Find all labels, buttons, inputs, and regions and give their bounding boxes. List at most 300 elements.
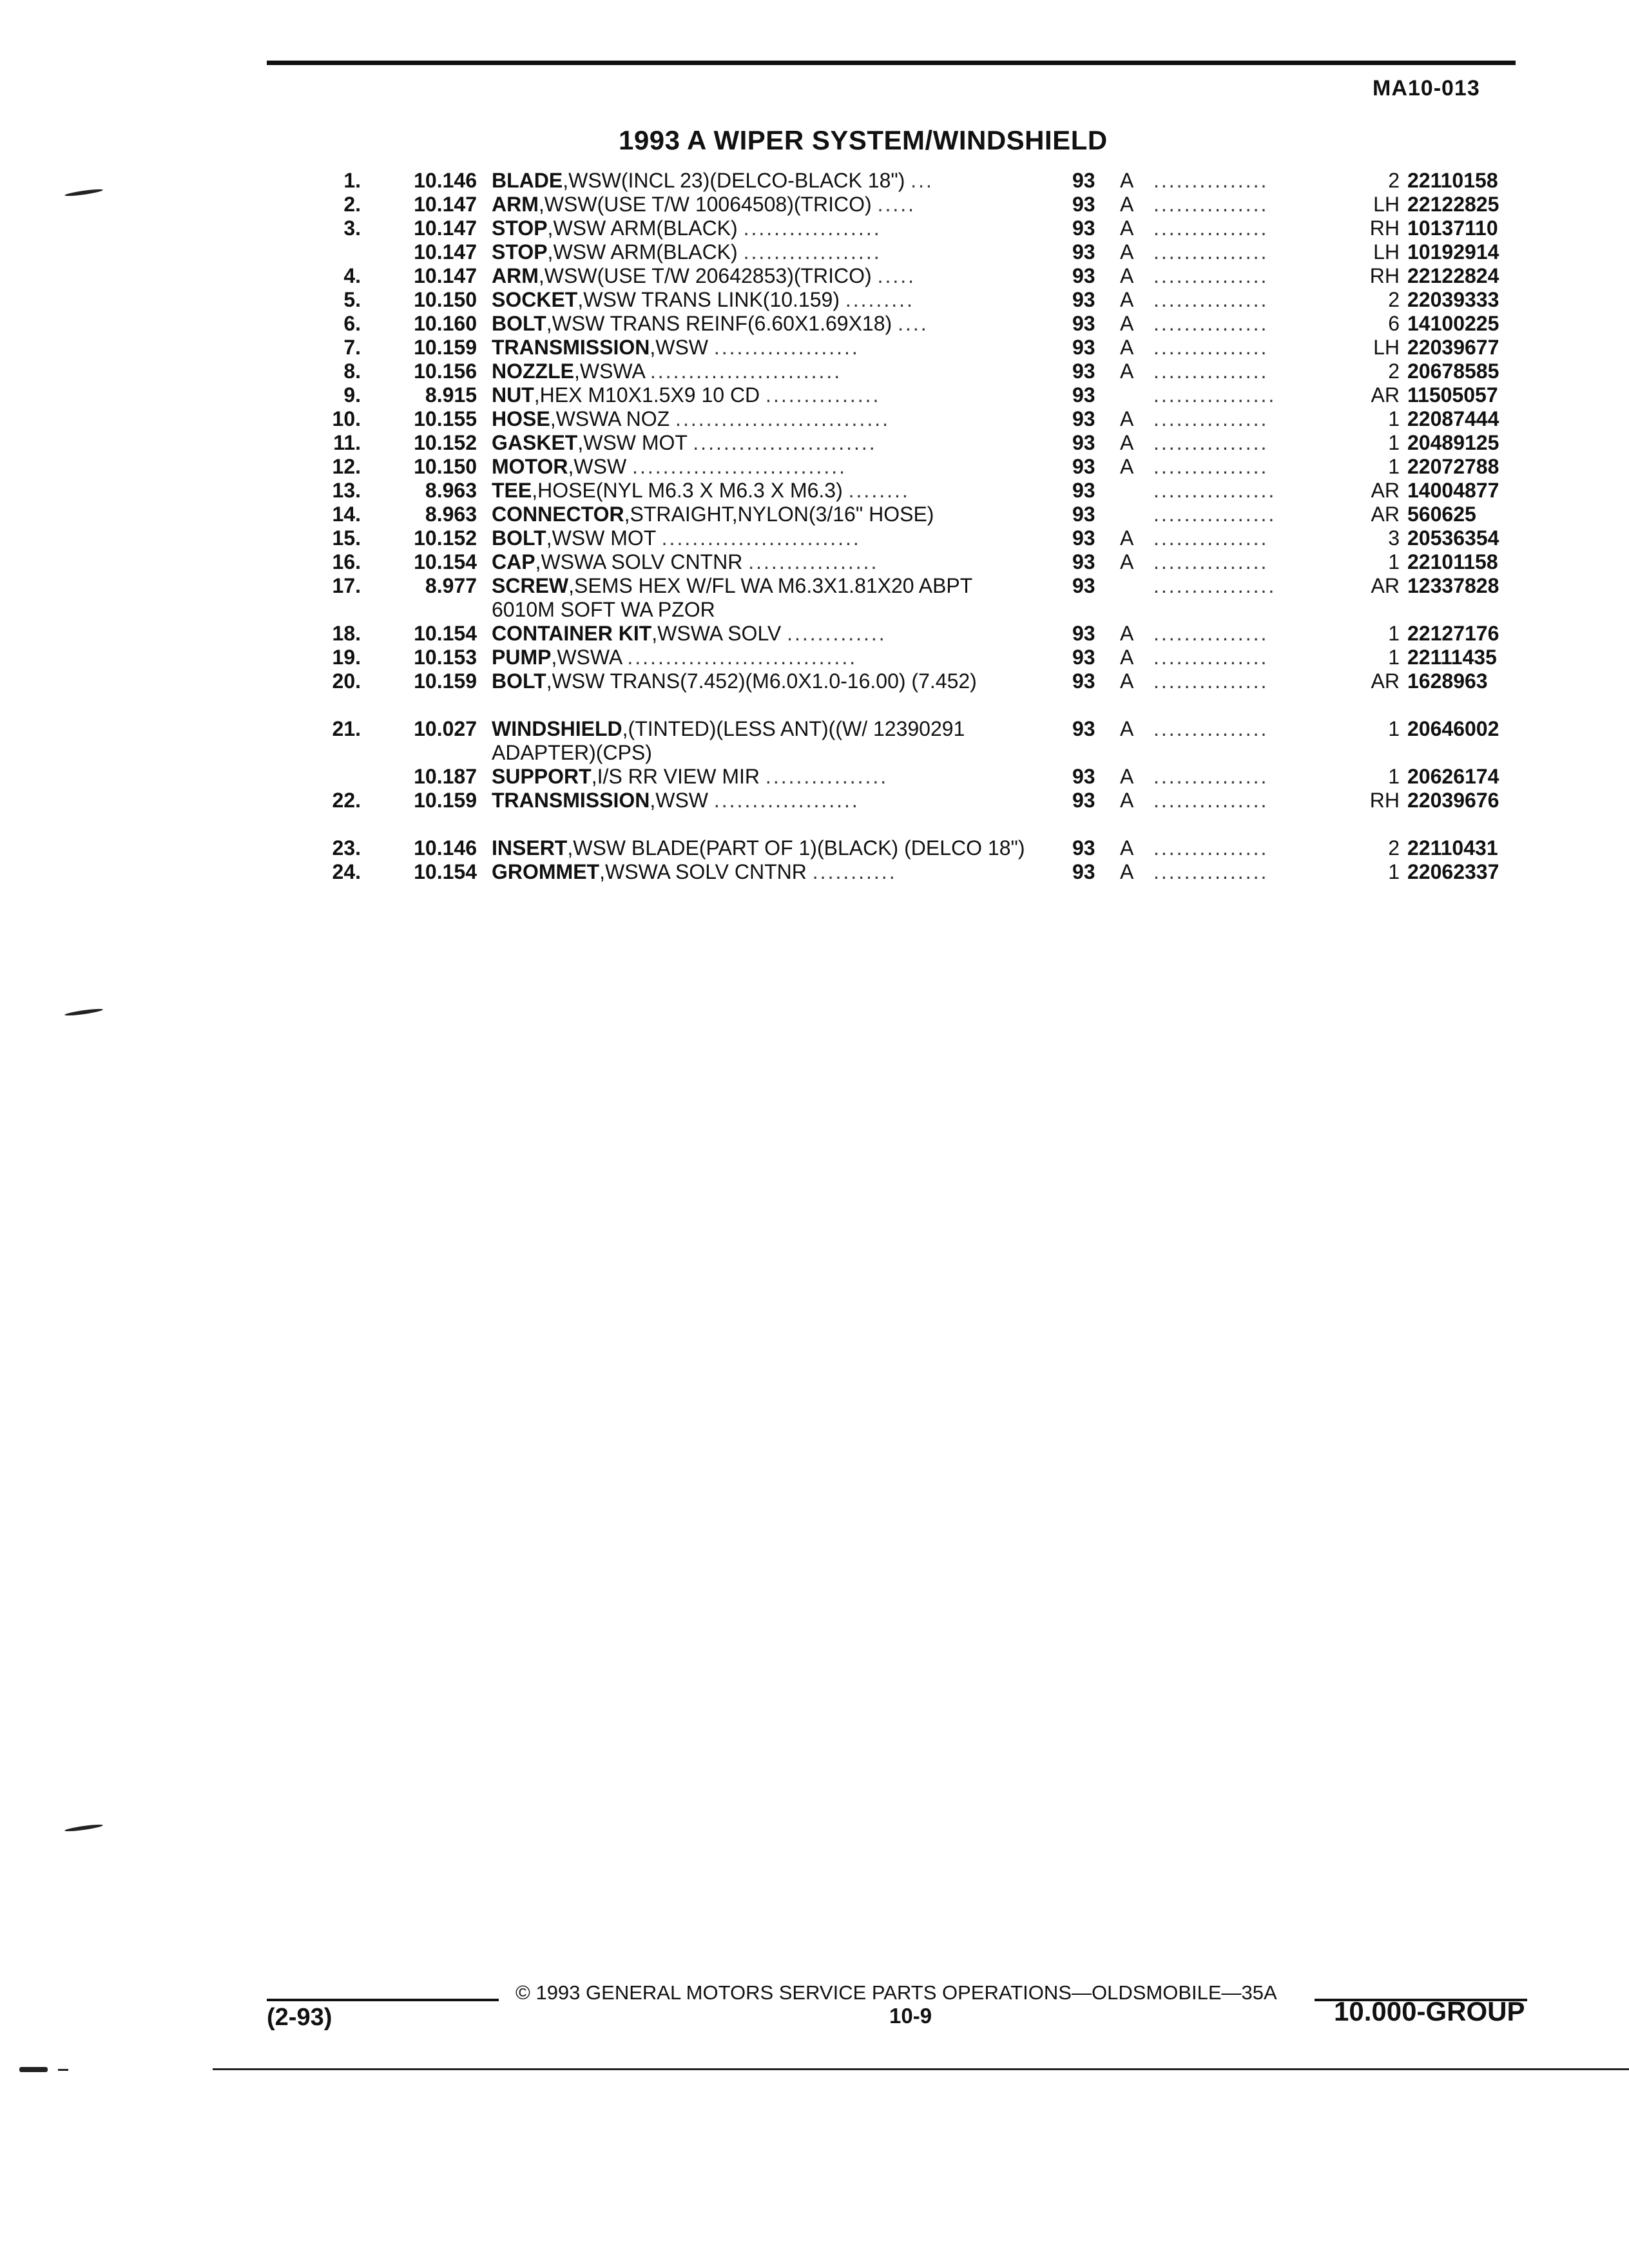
parts-row — [0, 312, 1629, 336]
parts-row — [0, 717, 1629, 765]
part-detail: ,WSW ARM(BLACK) — [547, 240, 738, 264]
item-number: 11. — [333, 431, 361, 454]
model-year: 93 — [1072, 622, 1095, 645]
document-code: MA10-013 — [1373, 76, 1480, 101]
leader-dots: ..... — [877, 193, 916, 216]
body-code: A — [1120, 836, 1134, 860]
model-year: 93 — [1072, 574, 1095, 597]
parts-row — [0, 407, 1629, 431]
part-detail: ,WSWA SOLV CNTNR — [599, 860, 807, 883]
quantity: 1 — [1388, 407, 1400, 430]
leader-dots: ............... — [1153, 360, 1269, 383]
parts-row — [0, 169, 1629, 193]
part-description — [492, 646, 1027, 669]
leader-dots: ........ — [848, 479, 910, 502]
parts-row — [0, 789, 1629, 836]
part-detail: ,HOSE(NYL M6.3 X M6.3 X M6.3) — [532, 479, 843, 502]
part-description — [492, 240, 1027, 264]
part-detail: ,WSW BLADE(PART OF 1)(BLACK) (DELCO 18") — [567, 836, 1025, 860]
leader-dots: ................ — [1153, 503, 1277, 526]
part-description — [492, 336, 1027, 360]
part-description — [492, 383, 1027, 407]
quantity: 3 — [1388, 526, 1400, 550]
quantity: AR — [1371, 383, 1400, 407]
part-name: GROMMET — [492, 860, 600, 883]
item-number: 10. — [332, 407, 361, 430]
part-number: 22101158 — [1407, 550, 1498, 573]
leader-dots: .................. — [743, 216, 882, 240]
quantity: AR — [1371, 669, 1400, 693]
quantity: 1 — [1388, 550, 1400, 573]
part-description — [492, 550, 1027, 574]
leader-dots: ............... — [1153, 717, 1269, 740]
part-name: BLADE — [492, 169, 563, 192]
part-number: 11505057 — [1407, 383, 1498, 407]
item-number: 15. — [332, 526, 361, 550]
section-number: 10.150 — [414, 288, 477, 311]
parts-row — [0, 264, 1629, 288]
model-year: 93 — [1072, 193, 1095, 216]
leader-dots: ............... — [1153, 312, 1269, 335]
part-name: WINDSHIELD — [492, 717, 622, 740]
leader-dots: ............... — [1153, 193, 1269, 216]
part-description — [492, 765, 1027, 789]
body-code: A — [1120, 860, 1134, 883]
leader-dots: ............... — [1153, 407, 1269, 430]
part-name: CONTAINER KIT — [492, 622, 652, 645]
part-detail: ,WSWA — [551, 646, 622, 669]
leader-dots: ............... — [1153, 455, 1269, 478]
leader-dots: ... — [911, 169, 934, 192]
body-code: A — [1120, 312, 1134, 335]
part-number: 20646002 — [1407, 717, 1499, 740]
part-description — [492, 431, 1027, 455]
part-number: 1628963 — [1407, 669, 1488, 693]
leader-dots: ..... — [877, 264, 916, 287]
body-code: A — [1120, 360, 1134, 383]
part-name: SUPPORT — [492, 765, 592, 788]
part-name: MOTOR — [492, 455, 568, 478]
section-number: 10.147 — [414, 193, 477, 216]
model-year: 93 — [1072, 669, 1095, 693]
section-number: 10.146 — [414, 836, 477, 860]
leader-dots: ................... — [713, 336, 860, 359]
copyright-notice: © 1993 GENERAL MOTORS SERVICE PARTS OPERATIONS—OLDSMOBILE—35A — [516, 1981, 1277, 2004]
model-year: 93 — [1072, 169, 1095, 192]
body-code: A — [1120, 622, 1134, 645]
leader-dots: .... — [898, 312, 929, 335]
part-detail: ,WSWA SOLV CNTNR — [535, 550, 743, 573]
quantity: 2 — [1388, 169, 1400, 192]
body-code: A — [1120, 431, 1134, 454]
model-year: 93 — [1072, 407, 1095, 430]
quantity: RH — [1369, 264, 1400, 287]
part-number: 22127176 — [1407, 622, 1499, 645]
section-number: 10.146 — [414, 169, 477, 192]
quantity: 6 — [1388, 312, 1400, 335]
model-year: 93 — [1072, 550, 1095, 573]
part-name: NUT — [492, 383, 534, 407]
footer-rule-left — [267, 1999, 499, 2001]
leader-dots: .......................... — [661, 526, 861, 550]
model-year: 93 — [1072, 646, 1095, 669]
parts-row — [0, 550, 1629, 574]
part-detail: ,WSW TRANS(7.452)(M6.0X1.0-16.00) (7.452) — [546, 669, 977, 693]
part-name: CONNECTOR — [492, 503, 624, 526]
body-code: A — [1120, 789, 1134, 812]
part-number: 20626174 — [1407, 765, 1499, 788]
section-number: 10.159 — [414, 336, 477, 359]
leader-dots: ............... — [1153, 169, 1269, 192]
item-number: 17. — [332, 574, 361, 597]
part-name: HOSE — [492, 407, 550, 430]
item-number: 16. — [332, 550, 361, 573]
quantity: 1 — [1388, 765, 1400, 788]
part-number: 10192914 — [1407, 240, 1499, 264]
body-code: A — [1120, 240, 1134, 264]
body-code: A — [1120, 193, 1134, 216]
section-number: 10.187 — [414, 765, 477, 788]
parts-row — [0, 646, 1629, 669]
part-detail: ,WSWA — [574, 360, 645, 383]
body-code: A — [1120, 288, 1134, 311]
section-number: 10.027 — [414, 717, 477, 740]
model-year: 93 — [1072, 860, 1095, 883]
part-description — [492, 574, 1027, 622]
item-number: 9. — [343, 383, 361, 407]
quantity: RH — [1369, 789, 1400, 812]
model-year: 93 — [1072, 312, 1095, 335]
part-detail: ,WSW TRANS LINK(10.159) — [577, 288, 840, 311]
item-number: 7. — [343, 336, 361, 359]
part-description — [492, 193, 1027, 216]
group-label: 10.000-GROUP — [1334, 1996, 1525, 2026]
part-name: ARM — [492, 264, 539, 287]
part-detail: ,WSW MOT — [577, 431, 688, 454]
part-number: 12337828 — [1407, 574, 1499, 597]
leader-dots: ................. — [748, 550, 879, 573]
leader-dots: ............... — [1153, 646, 1269, 669]
leader-dots: ............... — [1153, 288, 1269, 311]
page-number: 10-9 — [889, 2004, 932, 2028]
part-detail: ,WSW MOT — [546, 526, 656, 550]
part-description — [492, 312, 1027, 336]
leader-dots: ............... — [1153, 336, 1269, 359]
part-description — [492, 288, 1027, 312]
quantity: 1 — [1388, 860, 1400, 883]
part-description — [492, 264, 1027, 288]
leader-dots: ............... — [1153, 550, 1269, 573]
page-title: 1993 A WIPER SYSTEM/WINDSHIELD — [619, 125, 1108, 155]
part-number: 20489125 — [1407, 431, 1499, 454]
part-number: 10137110 — [1407, 216, 1498, 240]
item-number: 4. — [343, 264, 361, 287]
part-description — [492, 479, 1027, 503]
part-description — [492, 622, 1027, 646]
parts-row — [0, 765, 1629, 789]
quantity: AR — [1371, 479, 1400, 502]
binder-hole-mark — [64, 1823, 103, 1832]
part-name: BOLT — [492, 669, 546, 693]
top-rule — [267, 61, 1516, 65]
leader-dots: ................ — [1153, 383, 1277, 407]
part-number: 22111435 — [1407, 646, 1497, 669]
edge-mark — [58, 2069, 68, 2071]
leader-dots: ......................... — [650, 360, 842, 383]
part-name: BOLT — [492, 526, 546, 550]
parts-row — [0, 193, 1629, 216]
part-description — [492, 717, 1027, 765]
quantity: LH — [1373, 336, 1400, 359]
part-name: NOZZLE — [492, 360, 574, 383]
part-number: 22072788 — [1407, 455, 1499, 478]
parts-list — [0, 169, 1629, 884]
part-detail: ,WSW ARM(BLACK) — [547, 216, 738, 240]
section-number: 10.150 — [414, 455, 477, 478]
item-number: 23. — [332, 836, 361, 860]
part-description — [492, 789, 1027, 812]
leader-dots: ............. — [787, 622, 887, 645]
section-number: 10.147 — [414, 216, 477, 240]
part-number: 22122824 — [1407, 264, 1499, 287]
parts-row — [0, 479, 1629, 503]
section-number: 10.159 — [414, 789, 477, 812]
leader-dots: ......... — [845, 288, 914, 311]
body-code: A — [1120, 336, 1134, 359]
leader-dots: ............... — [1153, 860, 1269, 883]
part-name: BOLT — [492, 312, 546, 335]
revision-date: (2-93) — [267, 2004, 333, 2031]
item-number: 2. — [343, 193, 361, 216]
parts-row — [0, 860, 1629, 884]
part-detail: ,WSW — [650, 336, 708, 359]
part-number: 560625 — [1407, 503, 1476, 526]
item-number: 18. — [332, 622, 361, 645]
parts-row — [0, 336, 1629, 360]
page-bottom-rule — [213, 2068, 1629, 2070]
section-number: 10.153 — [414, 646, 477, 669]
quantity: 1 — [1388, 622, 1400, 645]
section-number: 8.977 — [425, 574, 477, 597]
part-number: 14100225 — [1407, 312, 1499, 335]
edge-mark — [19, 2067, 48, 2072]
part-name: TRANSMISSION — [492, 336, 650, 359]
part-detail: ,WSW(USE T/W 10064508)(TRICO) — [538, 193, 872, 216]
part-description — [492, 669, 1027, 693]
item-number: 21. — [332, 717, 361, 740]
leader-dots: ............... — [1153, 526, 1269, 550]
part-detail: ,I/S RR VIEW MIR — [591, 765, 760, 788]
part-description — [492, 360, 1027, 383]
part-detail: ,WSW TRANS REINF(6.60X1.69X18) — [546, 312, 892, 335]
item-number: 19. — [332, 646, 361, 669]
section-number: 10.154 — [414, 550, 477, 573]
part-detail: ,WSWA SOLV — [651, 622, 782, 645]
leader-dots: ............................ — [675, 407, 890, 430]
section-number: 10.152 — [414, 431, 477, 454]
leader-dots: ............... — [1153, 264, 1269, 287]
section-number: 10.155 — [414, 407, 477, 430]
part-detail: ,WSW — [650, 789, 708, 812]
part-description — [492, 526, 1027, 550]
section-number: 10.160 — [414, 312, 477, 335]
quantity: AR — [1371, 503, 1400, 526]
model-year: 93 — [1072, 717, 1095, 740]
body-code: A — [1120, 646, 1134, 669]
part-name: PUMP — [492, 646, 552, 669]
parts-row — [0, 216, 1629, 240]
parts-row — [0, 669, 1629, 717]
body-code: A — [1120, 765, 1134, 788]
model-year: 93 — [1072, 455, 1095, 478]
quantity: 1 — [1388, 646, 1400, 669]
body-code: A — [1120, 169, 1134, 192]
part-number: 20678585 — [1407, 360, 1499, 383]
model-year: 93 — [1072, 836, 1095, 860]
quantity: 2 — [1388, 288, 1400, 311]
quantity: 2 — [1388, 360, 1400, 383]
model-year: 93 — [1072, 288, 1095, 311]
section-number: 8.963 — [425, 503, 477, 526]
part-detail: ,WSWA NOZ — [550, 407, 670, 430]
section-number: 10.152 — [414, 526, 477, 550]
leader-dots: ............... — [1153, 836, 1269, 860]
model-year: 93 — [1072, 240, 1095, 264]
part-number: 22062337 — [1407, 860, 1499, 883]
part-number: 22087444 — [1407, 407, 1499, 430]
leader-dots: .............................. — [627, 646, 858, 669]
model-year: 93 — [1072, 336, 1095, 359]
part-detail: ,SEMS HEX W/FL WA M6.3X1.81X20 ABPT 6010M SOFT WA PZOR — [492, 574, 972, 621]
part-detail: ,WSW(USE T/W 20642853)(TRICO) — [538, 264, 872, 287]
body-code: A — [1120, 264, 1134, 287]
leader-dots: ............... — [1153, 765, 1269, 788]
item-number: 8. — [343, 360, 361, 383]
model-year: 93 — [1072, 360, 1095, 383]
part-number: 20536354 — [1407, 526, 1499, 550]
part-detail: ,(TINTED)(LESS ANT)((W/ 12390291 ADAPTER)(CPS) — [492, 717, 965, 764]
quantity: 2 — [1388, 836, 1400, 860]
section-number: 10.154 — [414, 622, 477, 645]
item-number: 20. — [332, 669, 361, 693]
item-number: 5. — [343, 288, 361, 311]
body-code: A — [1120, 717, 1134, 740]
item-number: 1. — [343, 169, 361, 192]
model-year: 93 — [1072, 789, 1095, 812]
part-detail: ,HEX M10X1.5X9 10 CD — [534, 383, 760, 407]
part-detail: ,STRAIGHT,NYLON(3/16" HOSE) — [624, 503, 934, 526]
leader-dots: ............... — [1153, 240, 1269, 264]
model-year: 93 — [1072, 431, 1095, 454]
part-name: INSERT — [492, 836, 568, 860]
item-number: 6. — [343, 312, 361, 335]
section-number: 10.154 — [414, 860, 477, 883]
part-name: STOP — [492, 240, 548, 264]
model-year: 93 — [1072, 765, 1095, 788]
part-description — [492, 407, 1027, 431]
model-year: 93 — [1072, 383, 1095, 407]
model-year: 93 — [1072, 216, 1095, 240]
leader-dots: ............... — [1153, 789, 1269, 812]
item-number: 14. — [332, 503, 361, 526]
leader-dots: ............................ — [632, 455, 847, 478]
body-code: A — [1120, 526, 1134, 550]
quantity: RH — [1369, 216, 1400, 240]
part-detail: ,WSW — [568, 455, 627, 478]
part-name: GASKET — [492, 431, 578, 454]
part-name: STOP — [492, 216, 548, 240]
model-year: 93 — [1072, 264, 1095, 287]
quantity: LH — [1373, 193, 1400, 216]
parts-row — [0, 288, 1629, 312]
item-number: 13. — [332, 479, 361, 502]
part-name: ARM — [492, 193, 539, 216]
body-code: A — [1120, 407, 1134, 430]
leader-dots: ................ — [1153, 479, 1277, 502]
parts-row — [0, 526, 1629, 550]
section-number: 10.156 — [414, 360, 477, 383]
part-number: 22039677 — [1407, 336, 1499, 359]
part-name: SCREW — [492, 574, 569, 597]
part-number: 22039676 — [1407, 789, 1499, 812]
section-number: 8.915 — [425, 383, 477, 407]
leader-dots: ................ — [1153, 574, 1277, 597]
leader-dots: ................ — [765, 765, 889, 788]
body-code: A — [1120, 669, 1134, 693]
parts-row — [0, 240, 1629, 264]
part-name: SOCKET — [492, 288, 578, 311]
leader-dots: .................. — [743, 240, 882, 264]
section-number: 10.147 — [414, 240, 477, 264]
quantity: 1 — [1388, 455, 1400, 478]
part-number: 22110431 — [1407, 836, 1498, 860]
quantity: AR — [1371, 574, 1400, 597]
model-year: 93 — [1072, 503, 1095, 526]
section-number: 8.963 — [425, 479, 477, 502]
parts-row — [0, 455, 1629, 479]
body-code: A — [1120, 216, 1134, 240]
model-year: 93 — [1072, 479, 1095, 502]
parts-row — [0, 431, 1629, 455]
part-description — [492, 503, 1027, 526]
leader-dots: ............... — [1153, 622, 1269, 645]
quantity: LH — [1373, 240, 1400, 264]
body-code: A — [1120, 550, 1134, 573]
parts-row — [0, 574, 1629, 622]
part-number: 22110158 — [1407, 169, 1498, 192]
section-number: 10.159 — [414, 669, 477, 693]
quantity: 1 — [1388, 431, 1400, 454]
part-name: TRANSMISSION — [492, 789, 650, 812]
part-description — [492, 836, 1027, 860]
parts-row — [0, 503, 1629, 526]
leader-dots: ........................ — [693, 431, 877, 454]
leader-dots: ........... — [812, 860, 897, 883]
part-name: TEE — [492, 479, 532, 502]
leader-dots: ............... — [766, 383, 881, 407]
item-number: 12. — [332, 455, 361, 478]
model-year: 93 — [1072, 526, 1095, 550]
section-number: 10.147 — [414, 264, 477, 287]
part-number: 22122825 — [1407, 193, 1499, 216]
binder-hole-mark — [64, 1008, 103, 1017]
part-number: 22039333 — [1407, 288, 1499, 311]
leader-dots: ............... — [1153, 669, 1269, 693]
parts-row — [0, 360, 1629, 383]
part-description — [492, 169, 1027, 193]
part-description — [492, 455, 1027, 479]
parts-row — [0, 622, 1629, 646]
